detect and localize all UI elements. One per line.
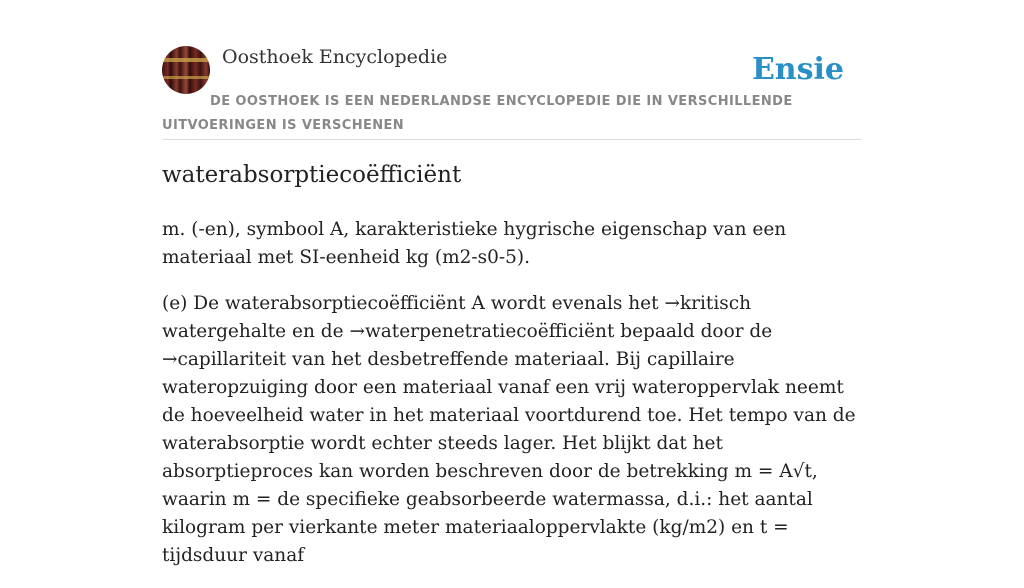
site-name[interactable]: Oosthoek Encyclopedie [222,46,448,68]
header-divider [162,139,862,140]
site-tagline: DE OOSTHOEK IS EEN NEDERLANDSE ENCYCLOPEDIE DIE IN VERSCHILLENDE UITVOERINGEN IS VERSCHENEN [162,94,793,133]
explanation-paragraph [162,290,864,570]
text-segment: (e) De waterabsorptiecoëfficiënt A wordt evenals het [162,293,665,314]
site-avatar[interactable] [162,46,210,94]
site-header [162,46,862,140]
text-segment: en de [286,321,350,342]
text-segment: van het desbetreffende materiaal. Bij capillaire wateropzuiging door een materiaal vanaf een vrij wateroppervlak neemt de hoeveelheid water in het materiaal voortdurend toe. Het tempo van de waterabsorptie wordt echter steeds lager. Het blijkt dat het absorptieproces kan worden beschreven door de betrekking m = A√t, waarin m = de specifieke geabsorbeerde watermassa, d.i.: het aantal kilogram per vierkante meter materiaaloppervlakte (kg/m2) en t = tijdsduur vanaf [162,349,856,566]
article-body [162,216,864,588]
definition-paragraph: m. (-en), symbool A, karakteristieke hygrische eigenschap van een materiaal met SI-eenheid kg (m2-s0-5). [162,219,787,268]
link-capillariteit[interactable]: →capillariteit [162,349,287,370]
text-segment: bepaald door de [614,321,773,342]
link-waterpenetratiecoefficient[interactable]: →waterpenetratiecoëfficiënt [349,321,615,342]
link-kritisch-watergehalte[interactable]: →kritisch watergehalte [162,293,752,342]
article-title: waterabsorptiecoëfficiënt [162,162,462,188]
ensie-logo-link[interactable]: Ensie [751,52,844,87]
